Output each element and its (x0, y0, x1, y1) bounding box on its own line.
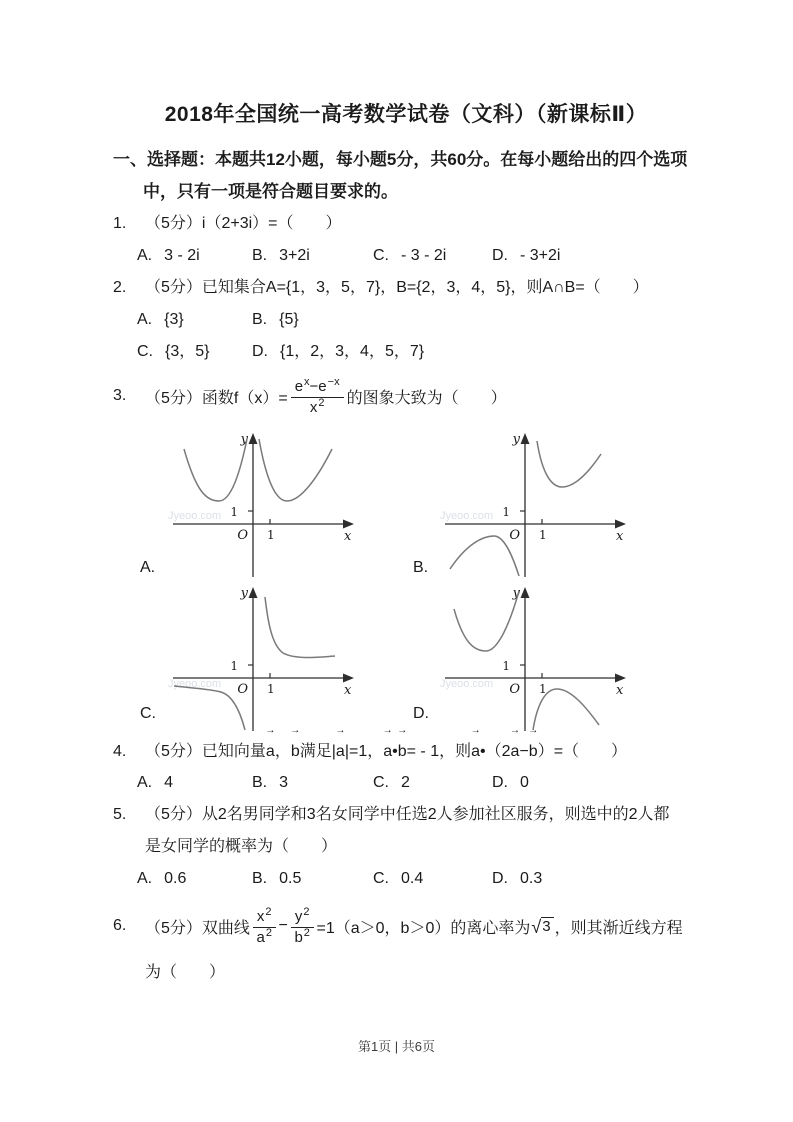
option-c: C. {3，5} (137, 343, 210, 360)
y-axis-label: y (512, 586, 520, 601)
fraction-x2a2: $\frac{x^2}{a^2}$ (253, 906, 276, 947)
y-axis-arrow (521, 587, 530, 598)
x-axis-label: x (616, 529, 624, 544)
y-axis-arrow (521, 433, 530, 444)
graph-d-label: D. (413, 705, 429, 722)
question-3-number: 3. (113, 387, 127, 404)
graph-option-d (406, 583, 699, 733)
question-3 (113, 368, 699, 733)
curve-left (174, 686, 245, 730)
y-tick-label: 1 (230, 505, 238, 519)
question-2-number: 2. (113, 279, 127, 296)
option-b: B. 3 (252, 774, 289, 791)
fraction: $\frac{e^x-e^{-x}}{x^2}$ (291, 376, 344, 417)
x-tick-label: 1 (267, 682, 275, 696)
x-tick-label: 1 (539, 682, 547, 696)
answer-graphs (113, 425, 699, 733)
vector-b: b → (529, 737, 538, 767)
option-b: B. {5} (252, 311, 299, 328)
section-heading-line1: 一、选择题：本题共12小题，每小题5分，共60分。在每小题给出的四个选项 (113, 150, 688, 169)
watermark: Jyeoo.com (440, 510, 494, 522)
vector-a: a → (471, 737, 480, 767)
question-2 (113, 272, 699, 368)
x-axis-arrow (343, 520, 354, 529)
curve-right (537, 441, 601, 487)
option-c: C. 2 (373, 774, 410, 791)
y-tick-label: 1 (230, 659, 238, 673)
y-tick-label: 1 (502, 505, 510, 519)
fraction-y2b2: $\frac{y^2}{b^2}$ (291, 906, 314, 947)
question-4 (113, 733, 699, 799)
paper-title: 2018年全国统一高考数学试卷（文科）（新课标Ⅱ） (164, 103, 648, 126)
x-axis-arrow (343, 674, 354, 683)
question-1-options (113, 240, 699, 272)
origin-label: O (509, 682, 520, 697)
question-6 (113, 895, 699, 989)
question-4-options (113, 767, 699, 799)
graph-b-plot (440, 429, 630, 579)
graph-option-c (113, 583, 406, 733)
option-d: D. - 3+2i (492, 247, 561, 264)
vector-b: b → (291, 737, 300, 767)
question-5-stem: （5分）从2名男同学和3名女同学中任选2人参加社区服务，则选中的2人都 是女同学的概率为（ ） (145, 806, 670, 855)
graph-d-plot (440, 583, 630, 733)
vector-a: a → (336, 737, 345, 767)
option-d: D. 0.3 (492, 870, 543, 887)
graph-a-label: A. (140, 559, 156, 576)
page-footer: 第1页 | 共6页 (357, 1039, 436, 1054)
option-a: A. {3} (137, 311, 184, 328)
x-axis-label: x (616, 683, 624, 698)
x-tick-label: 1 (267, 528, 275, 542)
origin-label: O (237, 528, 248, 543)
graphs-row-2 (113, 583, 699, 733)
question-1-number: 1. (113, 215, 127, 232)
graph-option-a (113, 425, 406, 583)
curve-right (259, 439, 332, 501)
question-2-options-row1 (113, 304, 699, 336)
graph-option-b (406, 425, 699, 583)
origin-label: O (237, 682, 248, 697)
page-content (113, 0, 699, 989)
option-b: B. 3+2i (252, 247, 310, 264)
vector-b: b → (398, 737, 407, 767)
origin-label: O (509, 528, 520, 543)
option-d: D. {1，2，3，4，5，7} (252, 343, 425, 360)
watermark: Jyeoo.com (440, 678, 494, 690)
question-5-options (113, 863, 699, 895)
x-axis-label: x (344, 529, 352, 544)
y-axis-label: y (240, 432, 248, 447)
curve-right (265, 597, 335, 658)
question-5-number: 5. (113, 806, 127, 823)
y-axis-arrow (249, 587, 258, 598)
option-a: A. 0.6 (137, 870, 187, 887)
vector-a: a → (266, 737, 275, 767)
section-heading-line2: 中，只有一项是符合题目要求的。 (143, 182, 398, 201)
curve-left (184, 439, 247, 501)
graph-b-label: B. (413, 559, 429, 576)
sqrt-3: √ 3 (531, 917, 553, 936)
x-axis-arrow (615, 520, 626, 529)
question-4-stem: （5分）已知向量a →，b →满足|a →|=1，a →•b →= - 1，则a →•（2a →−b →）=（ ） (145, 733, 699, 767)
watermark: Jyeoo.com (168, 678, 222, 690)
x-tick-label: 1 (539, 528, 547, 542)
y-axis-arrow (249, 433, 258, 444)
option-c: C. - 3 - 2i (373, 247, 447, 264)
question-3-stem: （5分）函数f（x）= $\frac{e^x-e^{-x}}{x^2}$ 的图象大致为（ ） (145, 375, 507, 416)
question-1 (113, 208, 699, 272)
option-a: A. 4 (137, 774, 174, 791)
y-tick-label: 1 (502, 659, 510, 673)
option-b: B. 0.5 (252, 870, 302, 887)
y-axis-label: y (240, 586, 248, 601)
option-a: A. 3 - 2i (137, 247, 200, 264)
watermark: Jyeoo.com (168, 510, 222, 522)
option-d: D. 0 (492, 774, 529, 791)
question-6-number: 6. (113, 917, 127, 934)
question-2-options-row2 (113, 336, 699, 368)
question-2-stem: （5分）已知集合A={1，3，5，7}，B={2，3，4，5}，则A∩B=（ ） (145, 279, 649, 296)
graph-c-label: C. (140, 705, 156, 722)
x-axis-arrow (615, 674, 626, 683)
question-6-stem-line2: 为（ ） (145, 964, 226, 981)
graph-c-plot (168, 583, 358, 733)
y-axis-label: y (512, 432, 520, 447)
question-5 (113, 799, 699, 895)
curve-left (454, 591, 519, 651)
x-axis-label: x (344, 683, 352, 698)
question-6-stem: （5分）双曲线 $\frac{x^2}{a^2}$ − $\frac{y^2}{b^2}$ =1（a＞0，b＞0）的离心率为 √ 3 ，则其渐近线方程 (145, 905, 683, 946)
graphs-row-1 (113, 425, 699, 583)
question-4-number: 4. (113, 743, 127, 760)
vector-a: a → (511, 737, 520, 767)
vector-a: a → (383, 737, 392, 767)
question-1-stem: （5分）i（2+3i）=（ ） (145, 215, 342, 232)
graph-a-plot (168, 429, 358, 579)
option-c: C. 0.4 (373, 870, 424, 887)
